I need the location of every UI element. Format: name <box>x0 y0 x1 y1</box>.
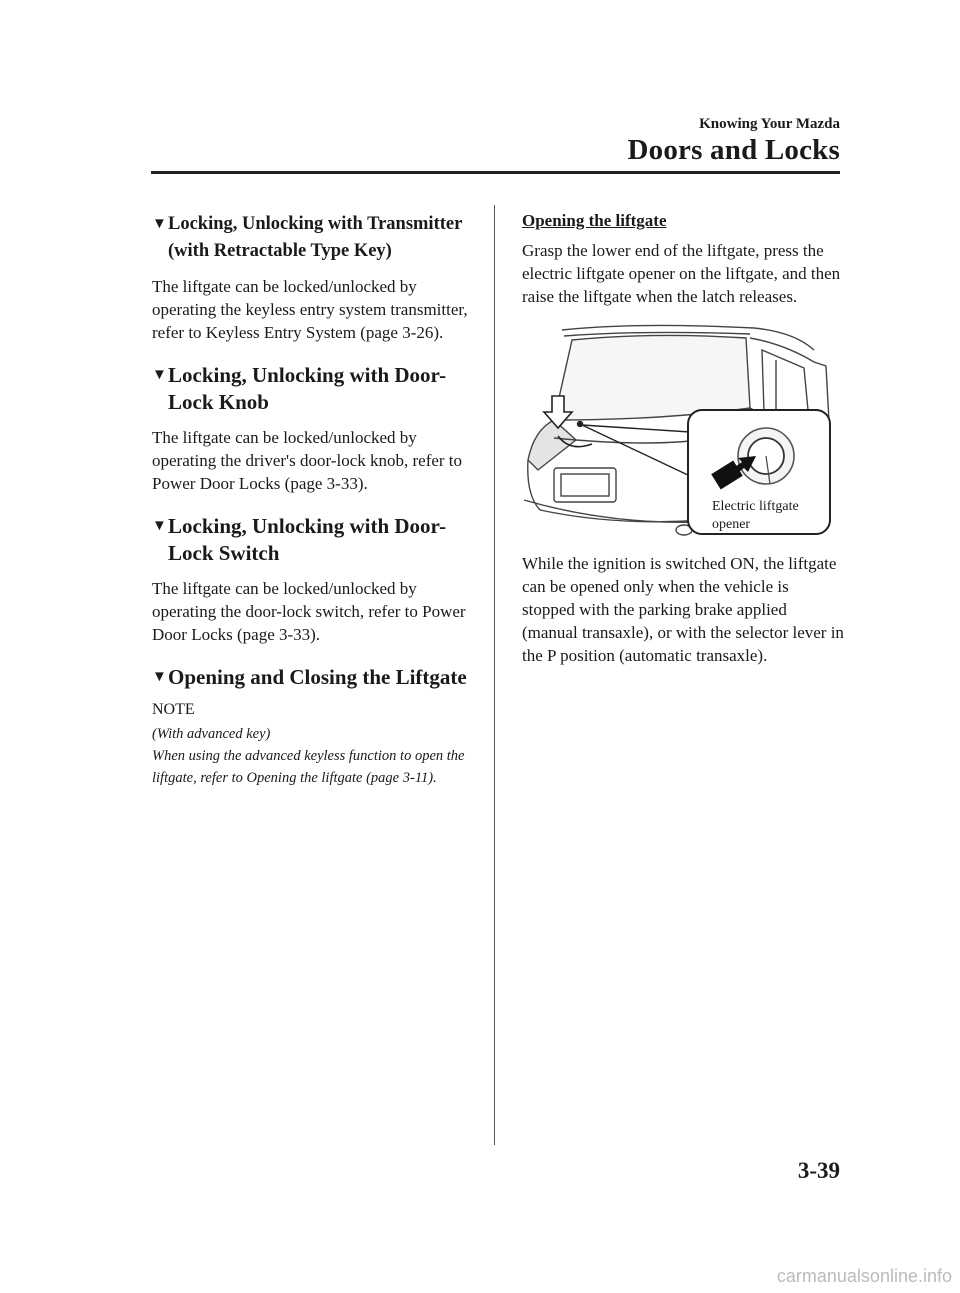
page-title: Doors and Locks <box>627 134 840 166</box>
section-heading-door-lock-switch <box>152 513 474 567</box>
header-section-label: Knowing Your Mazda <box>699 116 840 132</box>
liftgate-figure <box>514 320 834 538</box>
section-heading-transmitter <box>152 211 474 265</box>
figure-callout-label <box>712 498 799 534</box>
triangle-marker-icon: ▼ <box>152 216 167 232</box>
heading-text: Opening and Closing the Liftgate <box>168 665 467 689</box>
note-text: When using the advanced keyless function to open the liftgate, refer to Opening the liftgate (page 3-11). <box>152 748 465 786</box>
callout-line: Electric liftgate <box>712 499 799 514</box>
section-body: The liftgate can be locked/unlocked by operating the door-lock switch, refer to Power Door Locks (page 3-33). <box>152 579 466 644</box>
section-heading-door-lock-knob <box>152 362 474 416</box>
page-number: 3-39 <box>797 1158 840 1183</box>
triangle-marker-icon: ▼ <box>152 367 167 383</box>
body-text: While the ignition is switched ON, the liftgate can be opened only when the vehicle is stopped with the parking brake applied (manual transaxle), or with the selector lever in the P position (automatic transaxle). <box>522 554 844 665</box>
triangle-marker-icon: ▼ <box>152 669 167 685</box>
section-transmitter <box>152 211 474 344</box>
heading-text: Locking, Unlocking with Door-Lock Switch <box>168 514 447 565</box>
triangle-marker-icon: ▼ <box>152 518 167 534</box>
body-text: Grasp the lower end of the liftgate, press the electric liftgate opener on the liftgate, and then raise the liftgate when the latch releases. <box>522 241 841 306</box>
header-divider <box>151 171 840 174</box>
note-line: (With advanced key) <box>152 726 271 742</box>
section-body: The liftgate can be locked/unlocked by operating the keyless entry system transmitter, refer to Keyless Entry System (page 3-26). <box>152 277 468 342</box>
section-opening-closing <box>152 664 474 789</box>
watermark: carmanualsonline.info <box>776 1266 952 1286</box>
section-door-lock-switch <box>152 513 474 646</box>
heading-text: Locking, Unlocking with Transmitter (with Retractable Type Key) <box>168 214 462 261</box>
section-door-lock-knob <box>152 362 474 495</box>
note-label: NOTE <box>152 701 195 718</box>
column-divider <box>494 205 495 1145</box>
section-heading-opening-closing <box>152 664 474 691</box>
subheading-opening-liftgate: Opening the liftgate <box>522 211 667 230</box>
callout-line: opener <box>712 517 751 532</box>
left-column <box>152 211 474 807</box>
section-body: The liftgate can be locked/unlocked by operating the driver's door-lock knob, refer to Power Door Locks (page 3-33). <box>152 428 463 493</box>
heading-text: Locking, Unlocking with Door-Lock Knob <box>168 363 447 414</box>
right-column <box>522 211 844 667</box>
